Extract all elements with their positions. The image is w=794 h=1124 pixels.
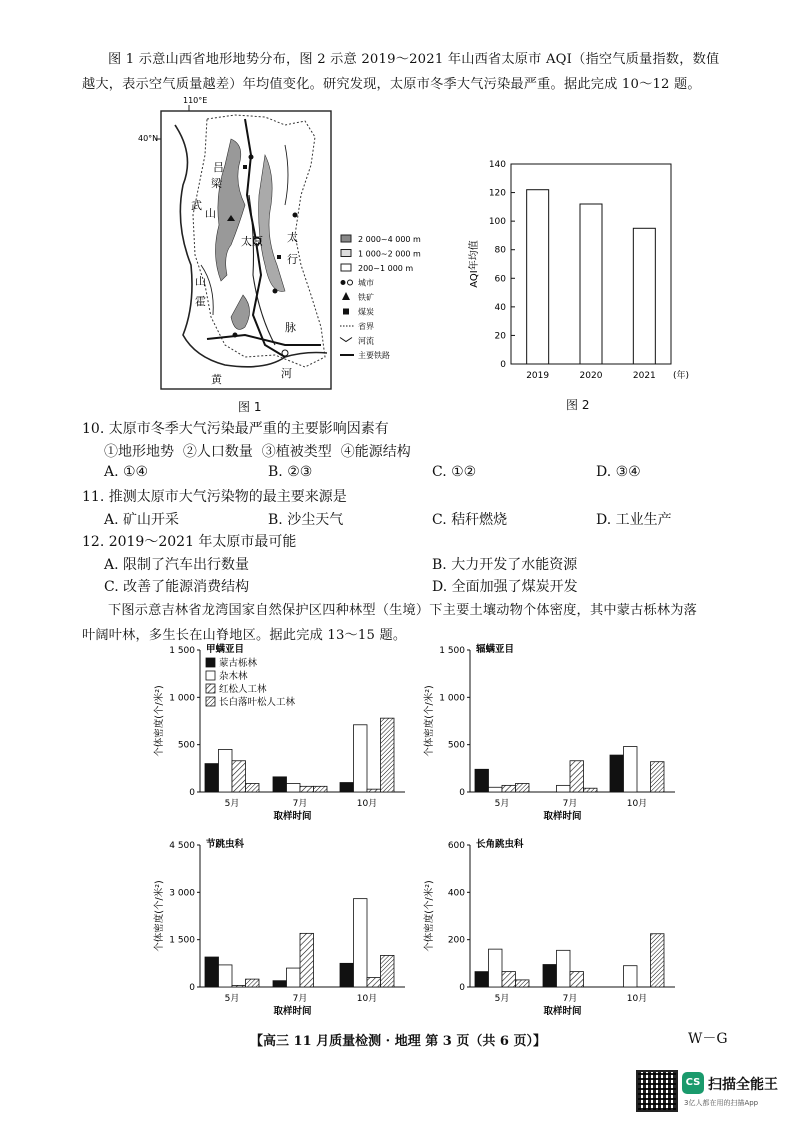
q12-stem: 12. 2019～2021 年太原市最可能 xyxy=(82,534,297,550)
y-tick-label: 4 500 xyxy=(169,841,195,851)
q11-stem: 11. 推测太原市大气污染物的最主要来源是 xyxy=(82,489,347,505)
data-bar xyxy=(610,755,624,792)
y-tick-label: 600 xyxy=(447,841,465,851)
lat-label: 40°N xyxy=(138,134,159,143)
data-bar xyxy=(205,764,219,792)
q12-option-a: A. 限制了汽车出行数量 xyxy=(104,557,250,573)
river xyxy=(285,145,288,205)
qr-code-icon xyxy=(636,1070,678,1112)
intro1-line2: 越大，表示空气质量越差）年均值变化。研究发现，太原市冬季大气污染最严重。据此完成 10～12 题。 xyxy=(82,77,701,92)
y-tick-label: 400 xyxy=(447,888,465,899)
x-tick-label: 10月 xyxy=(626,994,648,1004)
data-bar xyxy=(300,933,314,987)
y-tick-label: 0 xyxy=(459,788,465,798)
x-tick-label: 2021 xyxy=(632,371,656,381)
legend-label: 省界 xyxy=(358,322,374,331)
legend-label: 主要铁路 xyxy=(358,351,390,360)
q10-items: ①地形地势 ②人口数量 ③植被类型 ④能源结构 xyxy=(104,444,411,460)
y-axis-label: 个体密度(个/米²) xyxy=(154,685,165,757)
y-tick-label: 500 xyxy=(177,740,195,751)
place-name: 梁 xyxy=(211,177,222,190)
scanner-app-name: 扫描全能王 xyxy=(708,1077,778,1093)
q11-option-d: D. 工业生产 xyxy=(596,512,672,528)
x-tick-label: 10月 xyxy=(356,799,378,809)
aqi-chart-svg xyxy=(455,150,690,390)
data-bar xyxy=(584,788,598,792)
y-tick-label: 120 xyxy=(488,188,506,199)
y-tick-label: 20 xyxy=(494,331,506,342)
legend-label: 1 000~2 000 m xyxy=(358,249,421,259)
data-bar xyxy=(381,718,395,792)
legend-label: 河流 xyxy=(358,336,374,346)
q12-option-b: B. 大力开发了水能资源 xyxy=(432,557,578,573)
x-tick-label: 5月 xyxy=(224,994,240,1004)
figure-2-chart xyxy=(455,150,690,390)
aqi-bar xyxy=(580,204,602,364)
data-bar xyxy=(367,978,381,987)
data-bar xyxy=(651,762,665,792)
chart-title: 长角跳虫科 xyxy=(476,839,524,850)
data-bar xyxy=(624,747,638,792)
dark-fill-box-icon xyxy=(341,235,351,242)
data-bar xyxy=(354,725,368,792)
white-box-icon xyxy=(341,264,351,271)
intro1-line1: 图 1 示意山西省地形地势分布，图 2 示意 2019～2021 年山西省太原市 AQI（指空气质量指数，数值 xyxy=(108,52,720,67)
data-bar xyxy=(205,957,219,987)
x-tick-label: 2019 xyxy=(526,371,550,381)
data-bar xyxy=(273,777,287,792)
y-tick-label: 1 500 xyxy=(439,646,465,656)
y-axis-label: 个体密度(个/米²) xyxy=(154,880,165,952)
coal-icon xyxy=(343,309,349,315)
data-bar xyxy=(314,786,328,792)
y-tick-label: 200 xyxy=(447,935,465,946)
legend-label: 铁矿 xyxy=(358,293,374,302)
y-tick-label: 1 000 xyxy=(439,693,465,704)
x-tick-label: 7月 xyxy=(292,799,308,809)
place-name: 脉 xyxy=(285,321,296,334)
data-bar xyxy=(489,949,503,987)
y-axis-label: 个体密度(个/米²) xyxy=(424,880,435,952)
data-bar xyxy=(246,979,260,987)
y-axis-label: AQI年均值 xyxy=(469,240,480,288)
data-bar xyxy=(557,785,571,792)
place-name: 武 xyxy=(191,199,202,212)
data-bar xyxy=(557,950,571,987)
x-axis-label: 取样时间 xyxy=(543,811,582,822)
iron-ore-icon xyxy=(342,292,350,300)
cs-logo-icon xyxy=(682,1072,704,1094)
intro2-line1: 下图示意吉林省龙湾国家自然保护区四种林型（生境）下主要土壤动物个体密度，其中蒙古栎林为落 xyxy=(108,603,698,618)
data-bar xyxy=(489,787,503,792)
y-tick-label: 1 500 xyxy=(169,935,195,946)
legend-label: 2 000~4 000 m xyxy=(358,235,421,244)
soil-fauna-charts xyxy=(0,640,794,1030)
intro2-line2: 叶阔叶林，多生长在山脊地区。据此完成 13～15 题。 xyxy=(82,628,407,643)
y-tick-label: 1 500 xyxy=(169,646,195,656)
city-dot-icon xyxy=(341,280,346,285)
chart-title: 节跳虫科 xyxy=(206,839,245,850)
q10-option-a: A. ①④ xyxy=(104,464,149,480)
map-legend xyxy=(340,232,450,376)
data-bar xyxy=(570,972,584,987)
x-axis-label: 取样时间 xyxy=(273,1006,312,1017)
figure-2-caption: 图 2 xyxy=(566,398,590,412)
cs-badge-text: CS xyxy=(685,1077,701,1088)
y-tick-label: 500 xyxy=(447,740,465,751)
data-bar xyxy=(287,783,301,792)
data-bar xyxy=(543,965,557,987)
x-axis-label: 取样时间 xyxy=(273,811,312,822)
q10-option-b: B. ②③ xyxy=(268,464,313,480)
scanner-app-tagline: 3亿人都在用的扫描App xyxy=(684,1099,759,1107)
data-bar xyxy=(232,985,246,987)
data-bar xyxy=(516,783,530,792)
data-bar xyxy=(287,968,301,987)
y-tick-label: 0 xyxy=(500,360,506,370)
aqi-bar xyxy=(633,228,655,364)
y-tick-label: 80 xyxy=(494,245,506,256)
y-tick-label: 3 000 xyxy=(169,888,195,899)
place-name: 吕 xyxy=(213,161,224,174)
y-tick-label: 140 xyxy=(488,160,506,170)
q10-option-d: D. ③④ xyxy=(596,464,641,480)
x-tick-label: 5月 xyxy=(494,994,510,1004)
legend-swatch xyxy=(206,671,215,680)
legend-label: 蒙古栎林 xyxy=(219,658,258,669)
city-ring-icon xyxy=(348,280,353,285)
x-tick-label: 2020 xyxy=(579,371,603,381)
data-bar xyxy=(570,761,584,792)
place-name: 黄 xyxy=(211,373,222,386)
y-tick-label: 100 xyxy=(488,217,506,228)
x-axis-label: 取样时间 xyxy=(543,1006,582,1017)
data-bar xyxy=(246,783,260,792)
light-fill-box-icon xyxy=(341,250,351,257)
data-bar xyxy=(475,972,489,987)
highland-patch xyxy=(259,155,285,291)
x-tick-label: 7月 xyxy=(562,994,578,1004)
lon-label: 110°E xyxy=(183,96,208,105)
data-bar xyxy=(516,980,530,987)
place-name: 河 xyxy=(281,367,292,380)
y-tick-label: 1 000 xyxy=(169,693,195,704)
legend-label: 杂木林 xyxy=(219,671,248,682)
data-bar xyxy=(219,749,233,792)
page-footer: 【高三 11 月质量检测 · 地理 第 3 页（共 6 页）】 xyxy=(250,1034,546,1049)
q10-stem: 10. 太原市冬季大气污染最严重的主要影响因素有 xyxy=(82,421,389,437)
legend-label: 城市 xyxy=(358,278,374,288)
legend-label: 200~1 000 m xyxy=(358,264,414,273)
y-tick-label: 0 xyxy=(189,788,195,798)
x-unit-label: (年) xyxy=(673,371,690,381)
q12-option-d: D. 全面加强了煤炭开发 xyxy=(432,579,578,595)
q11-option-c: C. 秸秆燃烧 xyxy=(432,512,508,528)
place-name: 太 xyxy=(287,231,298,244)
legend-swatch xyxy=(206,658,215,667)
x-tick-label: 10月 xyxy=(356,994,378,1004)
place-name: 行 xyxy=(287,253,298,266)
x-tick-label: 7月 xyxy=(562,799,578,809)
data-bar xyxy=(624,966,638,987)
chart-title: 辐螨亚目 xyxy=(476,644,515,655)
place-name: 山 xyxy=(205,207,216,220)
legend-label: 红松人工林 xyxy=(219,684,267,695)
x-tick-label: 5月 xyxy=(494,799,510,809)
place-name: 山 xyxy=(195,275,206,288)
paper-code: W－G xyxy=(688,1031,728,1047)
legend-label: 煤炭 xyxy=(358,307,374,317)
data-bar xyxy=(367,789,381,792)
q10-option-c: C. ①② xyxy=(432,464,477,480)
legend-svg xyxy=(340,232,450,372)
data-bar xyxy=(502,972,516,987)
data-bar xyxy=(651,934,665,987)
data-bar xyxy=(354,899,368,987)
place-name-taiyuan: 太原 xyxy=(241,235,263,248)
legend-label: 长白落叶松人工林 xyxy=(219,697,296,708)
place-name: 霍 xyxy=(195,295,206,308)
data-bar xyxy=(219,965,233,987)
chart-title: 甲螨亚目 xyxy=(206,644,245,655)
legend-swatch xyxy=(206,697,215,706)
data-bar xyxy=(340,963,354,987)
data-bar xyxy=(475,769,489,792)
y-tick-label: 0 xyxy=(459,983,465,993)
figure-1-caption: 图 1 xyxy=(238,400,262,414)
highland-patch xyxy=(231,295,250,329)
legend-swatch xyxy=(206,684,215,693)
river-icon xyxy=(340,338,352,342)
data-bar xyxy=(273,981,287,987)
intro-paragraph-1 xyxy=(82,47,762,97)
data-bar xyxy=(232,761,246,792)
y-tick-label: 40 xyxy=(494,302,506,313)
q11-option-b: B. 沙尘天气 xyxy=(268,512,344,528)
x-tick-label: 5月 xyxy=(224,799,240,809)
q12-option-c: C. 改善了能源消费结构 xyxy=(104,579,250,595)
y-tick-label: 0 xyxy=(189,983,195,993)
x-tick-label: 10月 xyxy=(626,799,648,809)
data-bar xyxy=(300,786,314,792)
data-bar xyxy=(381,955,395,987)
q11-option-a: A. 矿山开采 xyxy=(104,512,180,528)
data-bar xyxy=(502,785,516,792)
aqi-bar xyxy=(527,190,549,364)
data-bar xyxy=(340,783,354,792)
y-axis-label: 个体密度(个/米²) xyxy=(424,685,435,757)
y-tick-label: 60 xyxy=(494,274,506,285)
x-tick-label: 7月 xyxy=(292,994,308,1004)
